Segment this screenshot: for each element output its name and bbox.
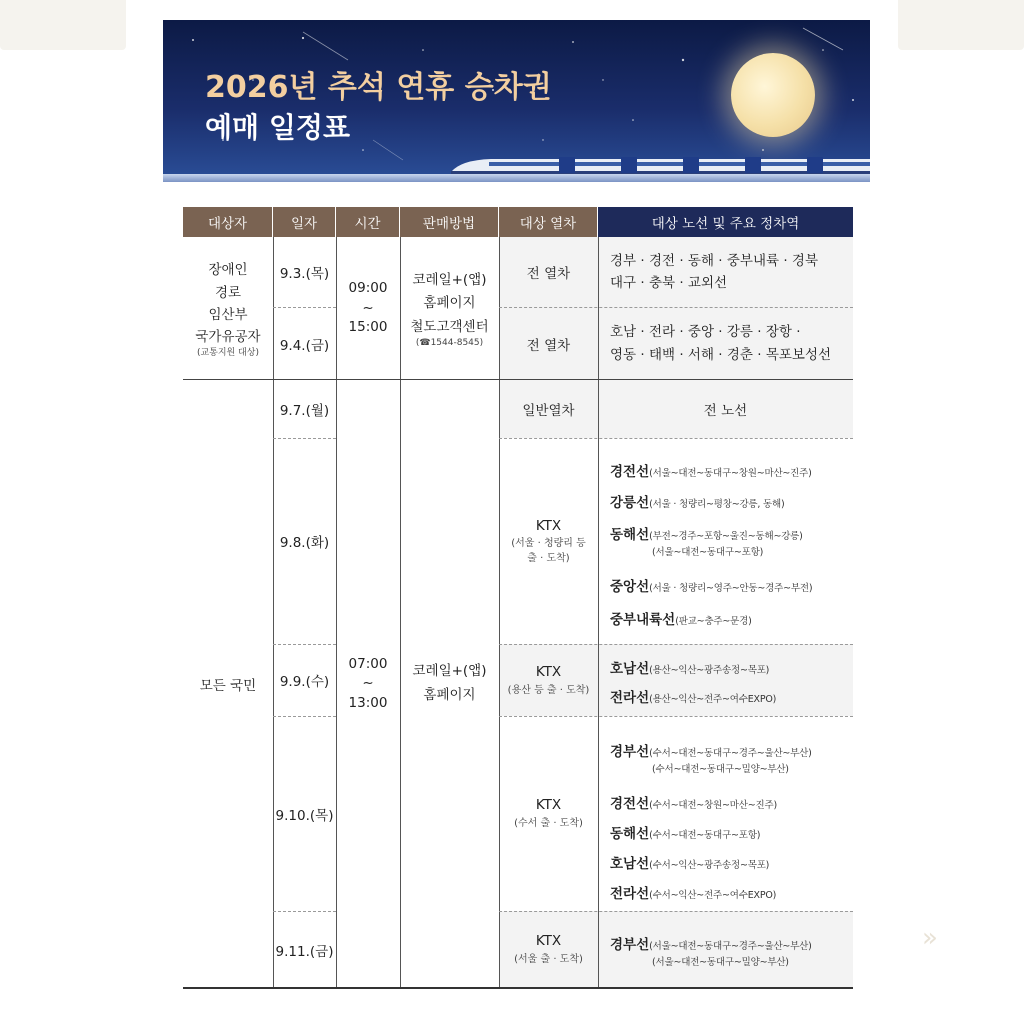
- top-right-panel: [898, 0, 1024, 50]
- time-end: 15:00: [348, 319, 388, 336]
- date-cell: 9.8.(화): [279, 535, 330, 551]
- route-item: 호남선(용산~익산~광주송정~목포): [610, 661, 770, 677]
- train-name: KTX: [535, 663, 562, 680]
- route-line: 경부 · 경전 · 동해 · 중부내륙 · 경북: [610, 252, 818, 269]
- header-time: 시간: [336, 207, 400, 237]
- train-cell-general: 일반열차: [522, 403, 575, 419]
- route-item: 동해선(부전~경주~포항~울진~동해~강릉): [610, 527, 803, 543]
- method-cell: [400, 237, 499, 380]
- header-routes: 대상 노선 및 주요 정차역: [598, 207, 853, 237]
- train-note: (서울 출 · 도착): [514, 954, 583, 966]
- train-note: (수서 출 · 도착): [514, 818, 583, 830]
- route-item: 호남선(수서~익산~광주송정~목포): [610, 856, 770, 872]
- train-cell-ktx: [499, 716, 598, 911]
- train-note: (서울 · 청량리 등: [511, 538, 586, 550]
- route-item: 경부선(수서~대전~동대구~경주~울산~부산): [610, 744, 812, 760]
- route-list-910: [598, 716, 853, 911]
- header-date: 일자: [273, 207, 336, 237]
- time-start: 07:00: [348, 655, 388, 672]
- banner-rail: [163, 174, 870, 182]
- time-tilde: ~: [362, 675, 374, 692]
- time-end: 13:00: [348, 694, 388, 711]
- banner-title: 2026년 추석 연휴 승차권: [205, 70, 552, 105]
- route-item: 전라선(용산~익산~전주~여수EXPO): [610, 690, 777, 706]
- route-line: 대구 · 충북 · 교외선: [610, 275, 728, 291]
- route-item: 경전선(서울~대전~동대구~창원~마산~진주): [610, 464, 812, 480]
- route-item-cont: (서울~대전~동대구~포항): [652, 547, 764, 558]
- method-web: 홈페이지: [423, 687, 476, 703]
- time-cell: [336, 237, 400, 380]
- train-note: (용산 등 출 · 도착): [507, 684, 590, 696]
- route-item-cont: (서울~대전~동대구~밀양~부산): [652, 957, 789, 968]
- header-target: 대상자: [183, 207, 273, 237]
- route-item: 전라선(수서~익산~전주~여수EXPO): [610, 886, 777, 902]
- route-item: 중부내륙선(판교~충주~문경): [610, 612, 752, 628]
- method-web: 홈페이지: [423, 295, 476, 312]
- train-name: KTX: [535, 933, 562, 950]
- route-list-911: [598, 911, 853, 988]
- time-start: 09:00: [348, 280, 388, 297]
- train-cell-ktx: [499, 911, 598, 988]
- banner-subtitle: 예매 일정표: [205, 111, 350, 144]
- callcenter-number: (☎1544-8545): [415, 338, 484, 349]
- table-bottom-border: [183, 987, 853, 989]
- train-note: 출 · 도착): [527, 553, 570, 565]
- target-label: 국가유공자: [195, 329, 261, 346]
- time-tilde: ~: [362, 299, 374, 316]
- ktx-train-image: [451, 154, 870, 176]
- target-label: 경로: [214, 284, 242, 301]
- method-app: 코레일+(앱): [412, 663, 487, 680]
- method-app: 코레일+(앱): [412, 271, 487, 288]
- train-cell-ktx: [499, 644, 598, 716]
- route-item: 강릉선(서울 · 청량리~평창~강릉, 동해): [610, 495, 785, 511]
- train-cell-ktx: [499, 438, 598, 644]
- method-cell: [400, 380, 499, 988]
- double-chevron-right-icon[interactable]: »: [922, 923, 938, 953]
- top-left-panel: [0, 0, 126, 50]
- target-label: 임산부: [208, 307, 248, 323]
- full-moon-image: [731, 53, 815, 137]
- target-all-citizens: 모든 국민: [199, 678, 257, 694]
- route-cell: [598, 307, 853, 380]
- route-item: 경부선(서울~대전~동대구~경주~울산~부산): [610, 937, 812, 953]
- date-cell: 9.11.(금): [275, 943, 334, 960]
- route-item-cont: (수서~대전~동대구~밀양~부산): [652, 764, 789, 775]
- date-cell: 9.3.(목): [279, 266, 330, 282]
- header-train: 대상 열차: [499, 207, 598, 237]
- header-banner: [163, 20, 870, 182]
- train-cell: 전 열차: [526, 337, 571, 354]
- target-label: 장애인: [208, 262, 248, 279]
- target-note: (교통지원 대상): [196, 347, 260, 358]
- route-cell: [598, 237, 853, 307]
- target-group-priority: [183, 237, 273, 380]
- route-line: 영동 · 태백 · 서해 · 경춘 · 목포보성선: [610, 346, 832, 363]
- train-cell: 전 열차: [526, 266, 571, 282]
- route-all-lines: 전 노선: [703, 403, 748, 419]
- date-cell: 9.10.(목): [275, 807, 334, 824]
- train-name: KTX: [535, 517, 562, 534]
- method-callcenter: 철도고객센터: [410, 318, 489, 335]
- date-cell: 9.4.(금): [279, 337, 330, 354]
- route-item: 동해선(수서~대전~동대구~포항): [610, 826, 761, 842]
- route-list-99: [598, 644, 853, 716]
- route-item: 중앙선(서울 · 청량리~영주~안동~경주~부전): [610, 579, 813, 595]
- header-method: 판매방법: [400, 207, 499, 237]
- time-cell: [336, 380, 400, 988]
- date-cell: 9.9.(수): [279, 674, 330, 690]
- route-item: 경전선(수서~대전~창원~마산~진주): [610, 796, 777, 812]
- train-name: KTX: [535, 797, 562, 814]
- date-cell: 9.7.(월): [279, 403, 330, 419]
- route-line: 호남 · 전라 · 중앙 · 강릉 · 장항 ·: [610, 324, 801, 341]
- route-list-98: [598, 438, 853, 644]
